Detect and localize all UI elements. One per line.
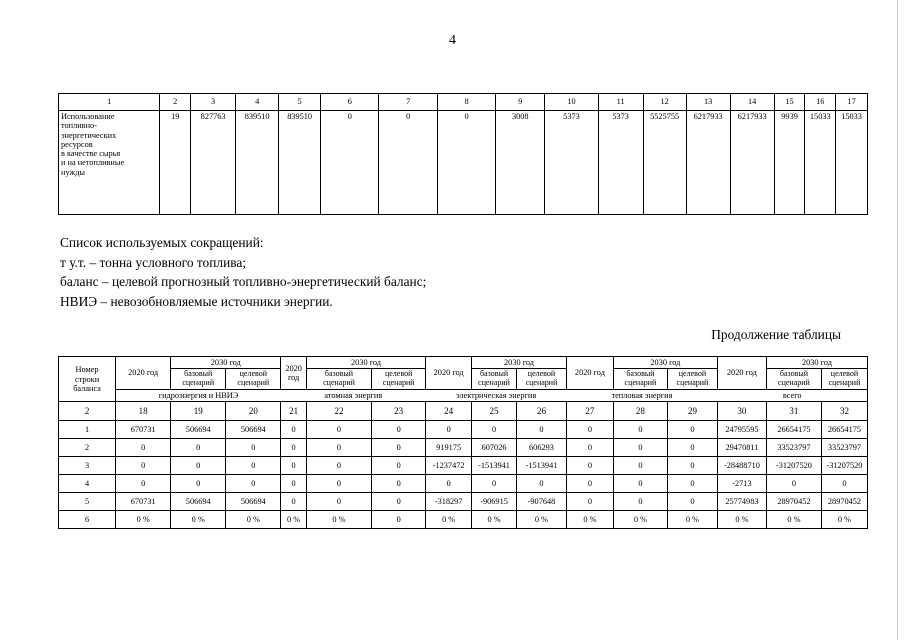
value-cell: 0	[613, 421, 667, 439]
value-cell: 670731	[116, 421, 171, 439]
col-num-cell: 22	[306, 402, 371, 421]
value-cell: -31207520	[821, 457, 867, 475]
header-row-years	[59, 357, 868, 369]
value-cell: 0	[821, 475, 867, 493]
col-num-cell: 23	[372, 402, 426, 421]
target-scenario-header: целевой сценарий	[226, 369, 281, 390]
value-cell: -907648	[516, 493, 566, 511]
value-cell: 0 %	[426, 511, 472, 529]
base-scenario-header: базовый сценарий	[613, 369, 667, 390]
value-cell: 0	[372, 457, 426, 475]
col-num-cell: 19	[171, 402, 226, 421]
value-cell: 0	[281, 439, 307, 457]
col-num-cell: 28	[613, 402, 667, 421]
value-cell: 506694	[226, 493, 281, 511]
energy-type-nuclear: атомная энергия	[281, 390, 426, 402]
value-cell: 919175	[426, 439, 472, 457]
scan-edge-line	[897, 0, 898, 640]
row-number-cell: 6	[59, 511, 116, 529]
table-continuation-label: Продолжение таблицы	[711, 327, 841, 342]
year-2030-header: 2030 год	[766, 357, 867, 369]
value-cell: 5373	[598, 111, 643, 215]
value-cell: 15033	[836, 111, 868, 215]
value-cell: 0	[306, 475, 371, 493]
col-num-cell: 2	[59, 402, 116, 421]
value-cell: 0	[281, 493, 307, 511]
value-cell: 0 %	[306, 511, 371, 529]
value-cell: 0 %	[516, 511, 566, 529]
col-num-cell: 14	[730, 94, 774, 111]
value-cell: 0	[566, 475, 613, 493]
col-num-cell: 11	[598, 94, 643, 111]
value-cell: 0	[613, 475, 667, 493]
fuel-use-table	[58, 93, 868, 215]
row-number-header: Номер строки баланса	[59, 357, 116, 402]
year-2030-header: 2030 год	[171, 357, 281, 369]
value-cell: 0 %	[766, 511, 821, 529]
energy-balance-table	[58, 356, 868, 529]
value-cell: 0	[566, 493, 613, 511]
value-cell: 28970452	[766, 493, 821, 511]
value-cell: 0 %	[281, 511, 307, 529]
value-cell: 0	[372, 493, 426, 511]
value-cell: 28970452	[821, 493, 867, 511]
value-cell: 670731	[116, 493, 171, 511]
value-cell: 6217933	[730, 111, 774, 215]
value-cell: 0 %	[171, 511, 226, 529]
year-2020-header: 2020 год	[717, 357, 766, 390]
value-cell: 0	[426, 421, 472, 439]
column-number-row	[59, 402, 868, 421]
value-cell: 0	[613, 493, 667, 511]
base-scenario-header: базовый сценарий	[766, 369, 821, 390]
column-number-row	[59, 94, 868, 111]
year-2020-header: 2020 год	[281, 357, 307, 390]
value-cell: 0	[437, 111, 495, 215]
header-row-energy-types	[59, 390, 868, 402]
value-cell: 0	[306, 493, 371, 511]
year-2030-header: 2030 год	[472, 357, 567, 369]
col-num-cell: 9	[496, 94, 545, 111]
abbreviations-list	[60, 233, 426, 311]
value-cell: 0	[116, 457, 171, 475]
value-cell: 0	[281, 475, 307, 493]
value-cell: 29470811	[717, 439, 766, 457]
col-num-cell: 25	[472, 402, 517, 421]
col-num-cell: 7	[379, 94, 437, 111]
table-row	[59, 439, 868, 457]
col-num-cell: 27	[566, 402, 613, 421]
value-cell: 19	[160, 111, 191, 215]
value-cell: -318297	[426, 493, 472, 511]
value-cell: 0 %	[226, 511, 281, 529]
value-cell: 5373	[545, 111, 598, 215]
year-2020-header: 2020 год	[426, 357, 472, 390]
col-num-cell: 12	[643, 94, 686, 111]
row-number-cell: 5	[59, 493, 116, 511]
value-cell: 506694	[171, 493, 226, 511]
row-number-cell: 1	[59, 421, 116, 439]
table-row	[59, 421, 868, 439]
col-num-cell: 13	[686, 94, 730, 111]
value-cell: 0	[516, 421, 566, 439]
value-cell: 0	[226, 457, 281, 475]
value-cell: 0	[306, 457, 371, 475]
col-num-cell: 21	[281, 402, 307, 421]
value-cell: 0	[566, 439, 613, 457]
value-cell: -28488710	[717, 457, 766, 475]
energy-type-hydro: гидроэнергия и НВИЭ	[116, 390, 281, 402]
value-cell: 0	[566, 421, 613, 439]
value-cell: -1237472	[426, 457, 472, 475]
target-scenario-header: целевой сценарий	[516, 369, 566, 390]
value-cell: 26654175	[821, 421, 867, 439]
col-num-cell: 3	[191, 94, 236, 111]
target-scenario-header: целевой сценарий	[821, 369, 867, 390]
year-2030-header: 2030 год	[613, 357, 717, 369]
value-cell: 0	[372, 475, 426, 493]
energy-type-total: всего	[717, 390, 867, 402]
abbreviation-item: баланс – целевой прогнозный топливно-энергетический баланс;	[60, 274, 427, 290]
target-scenario-header: целевой сценарий	[667, 369, 717, 390]
value-cell: 827763	[191, 111, 236, 215]
value-cell: -1513941	[472, 457, 517, 475]
row-number-cell: 3	[59, 457, 116, 475]
value-cell: 606293	[516, 439, 566, 457]
value-cell: 0	[667, 493, 717, 511]
value-cell: 0	[372, 511, 426, 529]
value-cell: 839510	[236, 111, 279, 215]
col-num-cell: 26	[516, 402, 566, 421]
value-cell: 0	[472, 421, 517, 439]
energy-type-thermal: тепловая энергия	[566, 390, 717, 402]
table-row	[59, 493, 868, 511]
value-cell: 25774983	[717, 493, 766, 511]
abbreviations-title: Список используемых сокращений:	[60, 235, 264, 250]
value-cell: 5525755	[643, 111, 686, 215]
value-cell: 0	[171, 439, 226, 457]
col-num-cell: 2	[160, 94, 191, 111]
table-row	[59, 111, 868, 215]
value-cell: 0	[281, 457, 307, 475]
value-cell: 506694	[226, 421, 281, 439]
abbreviation-item: т у.т. – тонна условного топлива;	[60, 254, 247, 270]
value-cell: 0	[613, 439, 667, 457]
row-number-cell: 2	[59, 439, 116, 457]
value-cell: 0	[281, 421, 307, 439]
value-cell: 33523797	[766, 439, 821, 457]
col-num-cell: 29	[667, 402, 717, 421]
col-num-cell: 31	[766, 402, 821, 421]
col-num-cell: 15	[774, 94, 805, 111]
table-row	[59, 511, 868, 529]
value-cell: 506694	[171, 421, 226, 439]
value-cell: 0	[667, 475, 717, 493]
col-num-cell: 4	[236, 94, 279, 111]
col-num-cell: 1	[59, 94, 160, 111]
value-cell: -31207520	[766, 457, 821, 475]
value-cell: 0	[226, 475, 281, 493]
value-cell: 0	[171, 475, 226, 493]
year-2020-header: 2020 год	[566, 357, 613, 390]
base-scenario-header: базовый сценарий	[306, 369, 371, 390]
value-cell: 0	[379, 111, 437, 215]
col-num-cell: 18	[116, 402, 171, 421]
abbreviation-item: НВИЭ – невозобновляемые источники энергии.	[60, 293, 333, 309]
row-number-cell: 4	[59, 475, 116, 493]
base-scenario-header: базовый сценарий	[472, 369, 517, 390]
col-num-cell: 5	[279, 94, 321, 111]
value-cell: 0 %	[717, 511, 766, 529]
value-cell: 607026	[472, 439, 517, 457]
value-cell: -1513941	[516, 457, 566, 475]
value-cell: 0	[306, 439, 371, 457]
table-body	[59, 421, 868, 529]
col-num-cell: 32	[821, 402, 867, 421]
col-num-cell: 17	[836, 94, 868, 111]
year-2030-header: 2030 год	[306, 357, 425, 369]
value-cell: 0 %	[667, 511, 717, 529]
col-num-cell: 30	[717, 402, 766, 421]
col-num-cell: 10	[545, 94, 598, 111]
value-cell: 0	[667, 421, 717, 439]
value-cell: 3008	[496, 111, 545, 215]
energy-type-electric: электрическая энергия	[426, 390, 567, 402]
year-2020-header: 2020 год	[116, 357, 171, 390]
col-num-cell: 20	[226, 402, 281, 421]
col-num-cell: 24	[426, 402, 472, 421]
value-cell: 0	[171, 457, 226, 475]
value-cell: 0	[321, 111, 379, 215]
value-cell: -2713	[717, 475, 766, 493]
value-cell: 0	[372, 421, 426, 439]
value-cell: 0	[306, 421, 371, 439]
value-cell: 6217933	[686, 111, 730, 215]
value-cell: 0	[116, 439, 171, 457]
target-scenario-header: целевой сценарий	[372, 369, 426, 390]
value-cell: 24795595	[717, 421, 766, 439]
table-row	[59, 457, 868, 475]
value-cell: 839510	[279, 111, 321, 215]
value-cell: 0 %	[821, 511, 867, 529]
value-cell: 0	[667, 457, 717, 475]
value-cell: 0	[426, 475, 472, 493]
value-cell: 0 %	[116, 511, 171, 529]
value-cell: 0	[667, 439, 717, 457]
value-cell: 33523797	[821, 439, 867, 457]
page-number: 4	[449, 33, 456, 48]
table-row	[59, 475, 868, 493]
value-cell: 0	[226, 439, 281, 457]
col-num-cell: 8	[437, 94, 495, 111]
value-cell: 0	[516, 475, 566, 493]
value-cell: 0 %	[472, 511, 517, 529]
col-num-cell: 6	[321, 94, 379, 111]
row-label: Использование топливно- энергетических ресурсов в качестве сырья и на нетопливные нужды	[59, 111, 160, 215]
value-cell: 0	[372, 439, 426, 457]
value-cell: 0	[566, 457, 613, 475]
value-cell: 26654175	[766, 421, 821, 439]
col-num-cell: 16	[805, 94, 836, 111]
value-cell: 0	[116, 475, 171, 493]
value-cell: 0	[766, 475, 821, 493]
base-scenario-header: базовый сценарий	[171, 369, 226, 390]
value-cell: 0	[613, 457, 667, 475]
value-cell: 0 %	[566, 511, 613, 529]
value-cell: 0	[472, 475, 517, 493]
value-cell: 0 %	[613, 511, 667, 529]
value-cell: 15033	[805, 111, 836, 215]
value-cell: 9939	[774, 111, 805, 215]
value-cell: -906915	[472, 493, 517, 511]
